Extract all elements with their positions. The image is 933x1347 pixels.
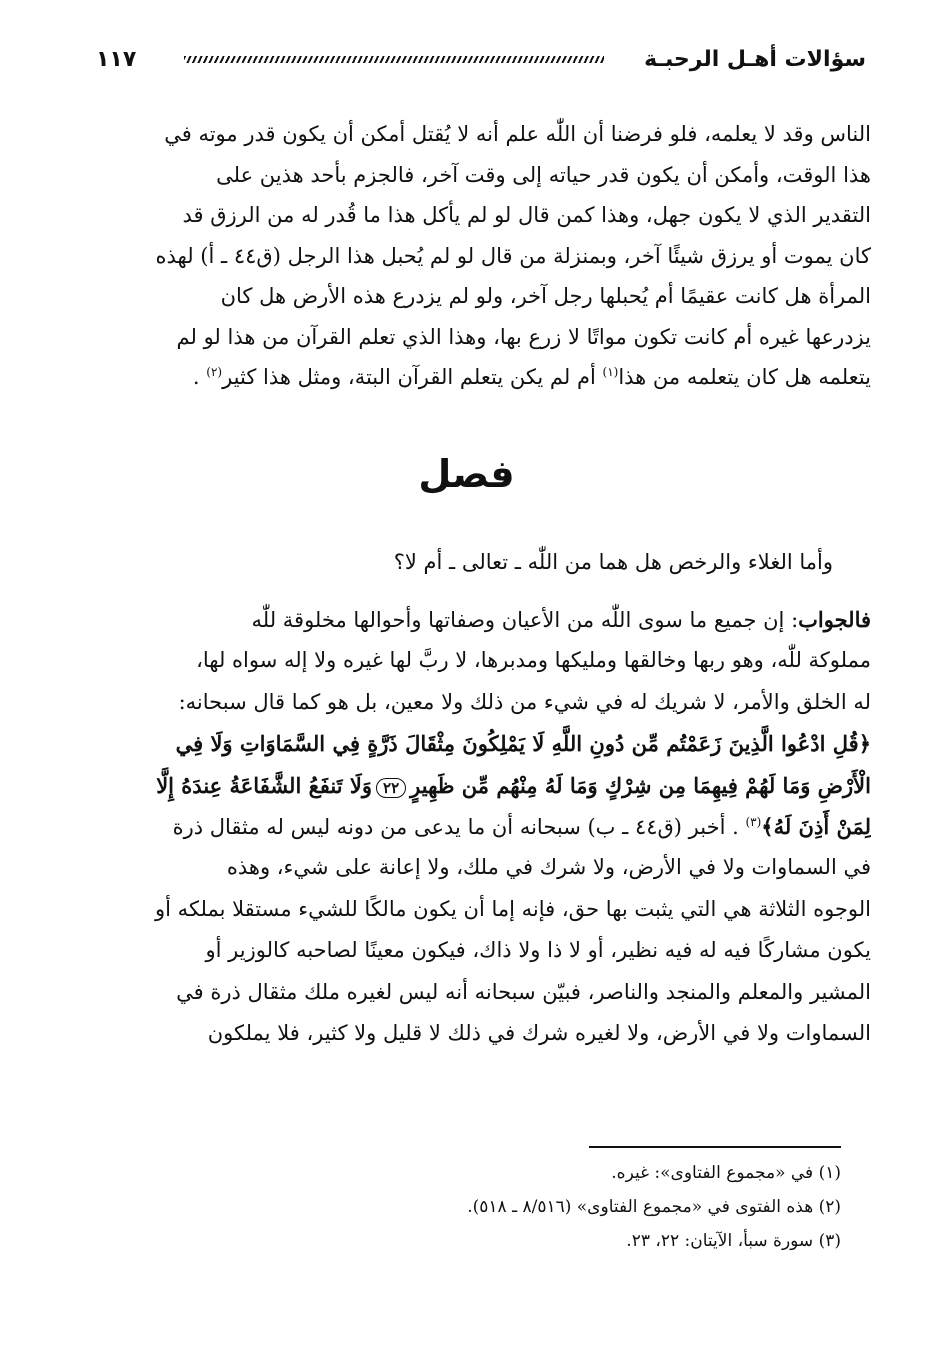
verse-text-run: لِمَنْ أَذِنَ لَهُ﴾ <box>761 813 871 839</box>
body-text-run: أم لم يكن يتعلم القرآن البتة، ومثل هذا كثير <box>222 365 603 389</box>
body-line: مملوكة للّٰه، وهو ربها وخالقها ومليكها ومدبرها، لا ربَّ لها غيره ولا إله سواه لها، <box>196 648 871 673</box>
verse-text-run: وَلَا تَنفَعُ الشَّفَاعَةُ عِندَهُ إِلَّا <box>156 772 373 798</box>
body-line: له الخلق والأمر، لا شريك له في شيء من ذلك ولا معين، بل هو كما قال سبحانه: <box>178 689 871 714</box>
footnotes <box>81 1156 841 1258</box>
body-text-top <box>63 114 871 398</box>
quran-verse-line: ﴿قُلِ ادْعُوا الَّذِينَ زَعَمْتُم مِّن دُونِ اللَّهِ لَا يَمْلِكُونَ مِثْقَالَ ذَرَّةٍ فِي السَّمَاوَاتِ وَلَا فِي <box>175 731 871 757</box>
body-line: في السماوات ولا في الأرض، ولا شرك في ملك، ولا إعانة على شيء، وهذه <box>226 855 871 880</box>
body-line: هذا الوقت، وأمكن أن يكون قدر حياته إلى وقت آخر، فالجزم بأحد هذين على <box>216 162 871 187</box>
footnote-ref-3: (٣) <box>745 814 762 829</box>
body-line: الناس وقد لا يعلمه، فلو فرضنا أن اللّٰه علم أنه لا يُقتل أمكن أن يكون قدر موته في <box>164 122 871 146</box>
footnote-item: (١) في «مجموع الفتاوى»: غيره. <box>611 1163 841 1183</box>
body-line: يكون مشاركًا فيه له فيه نظير، أو لا ذا ولا ذاك، فيكون معينًا لصاحبه كالوزير أو <box>205 938 871 963</box>
footnote-item: (٢) هذه الفتوى في «مجموع الفتاوى» (٨/٥١٦ ـ ٥١٨). <box>467 1197 841 1217</box>
body-text-run: : إن جميع ما سوى اللّٰه من الأعيان وصفاتها وأحوالها مخلوقة للّٰه <box>251 608 799 632</box>
page-number: ١١٧ <box>96 46 137 72</box>
body-line: التقدير الذي لا يكون جهل، وهذا كمن قال لو لم يأكل هذا ما قُدر له من الرزق قد <box>182 203 871 227</box>
question-text: وأما الغلاء والرخص هل هما من اللّٰه ـ تعالى ـ أم لا؟ <box>393 550 833 574</box>
footnote-item: (٣) سورة سبأ، الآيتان: ٢٢، ٢٣. <box>626 1231 841 1251</box>
footnote-ref-1: (١) <box>602 365 619 379</box>
answer-text <box>63 599 871 1054</box>
running-header <box>96 34 866 84</box>
body-line: المشير والمعلم والمنجد والناصر، فبيّن سبحانه أنه ليس لغيره ملك مثقال ذرة في <box>176 979 871 1004</box>
body-line <box>63 599 871 640</box>
section-heading: فصل <box>418 452 515 496</box>
verse-text-run: الْأَرْضِ وَمَا لَهُمْ فِيهِمَا مِن شِرْكٍ وَمَا لَهُ مِنْهُم مِّن ظَهِيرٍ <box>410 772 871 798</box>
body-line: المرأة هل كانت عقيمًا أم يُحبلها رجل آخر، ولو لم يزدرع هذه الأرض هل كان <box>220 284 871 308</box>
footnote-divider <box>589 1146 841 1148</box>
body-text-run: يتعلمه هل كان يتعلمه من هذا <box>618 365 871 389</box>
body-text-run: . أخبر (ق٤٤ ـ ب) سبحانه أن ما يدعى من دونه ليس له مثقال ذرة <box>172 814 746 839</box>
body-text-run: . <box>192 365 207 389</box>
footnote-ref-2: (٢) <box>206 365 223 379</box>
body-line: الوجوه الثلاثة هي التي يثبت بها حق، فإنه إما أن يكون مالكًا للشيء مستقلا بملكه أو <box>155 896 871 921</box>
answer-label: فالجواب <box>798 607 871 632</box>
ayah-number-marker: ٢٢ <box>376 778 406 798</box>
body-line <box>63 357 871 398</box>
quran-verse-line <box>63 765 871 806</box>
body-line: السماوات ولا في الأرض، ولا لغيره شرك في ذلك لا قليل ولا كثير، فلا يملكون <box>207 1020 871 1045</box>
body-line: يزدرعها غيره أم كانت تكون مواتًا لا زرع بها، وهذا الذي تعلم القرآن من هذا لو لم <box>176 324 871 349</box>
body-line: كان يموت أو يرزق شيئًا آخر، وبمنزلة من قال لو لم يُحبل هذا الرجل (ق٤٤ ـ أ) لهذه <box>155 243 871 268</box>
body-line <box>63 806 871 847</box>
header-rule <box>184 56 604 63</box>
running-title: سؤالات أهـل الرحبـة <box>644 46 866 72</box>
